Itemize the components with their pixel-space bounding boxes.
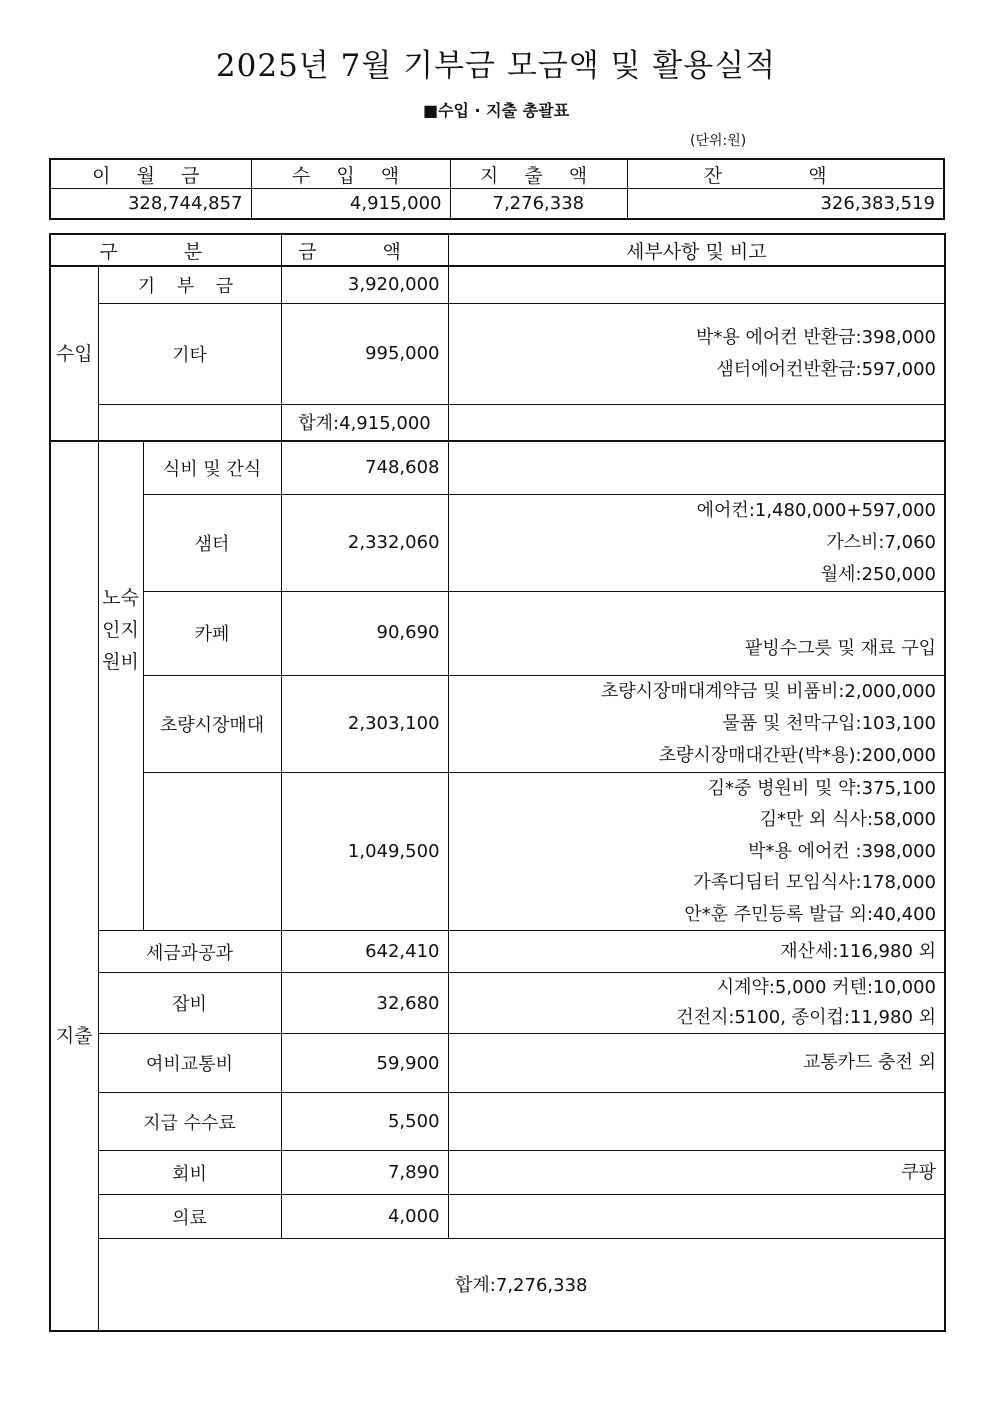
note-line: 가족디딤터 모임식사:178,000 [693, 872, 937, 893]
income-row-amount: 995,000 [281, 303, 448, 404]
note-line: 안*훈 주민등록 발급 외:40,400 [684, 903, 937, 925]
unit-label: (단위:원) [690, 133, 747, 149]
expense-row-amount: 4,000 [281, 1195, 448, 1239]
note-line: 초량시장매대계약금 및 비품비:2,000,000 [600, 680, 937, 702]
expense-row-amount: 7,890 [281, 1151, 448, 1195]
income-total-spacer [98, 404, 281, 441]
expense-row-amount: 642,410 [281, 931, 448, 973]
summary-table [49, 158, 945, 220]
note-line: 교통카드 충전 외 [802, 1052, 937, 1073]
note-line: 박*용 에어컨 :398,000 [748, 840, 937, 862]
support-row-name: 샘터 [143, 494, 281, 591]
expense-row-name: 세금과공과 [98, 931, 281, 973]
expense-row-notes [448, 1034, 945, 1093]
header-notes: 세부사항 및 비고 [448, 234, 945, 266]
summary-header-expense: 지 출 액 [450, 159, 627, 189]
note-line: 샘터에어컨반환금:597,000 [716, 358, 937, 380]
summary-header-income: 수 입 액 [251, 159, 450, 189]
income-total-notes [448, 404, 945, 441]
income-row-name: 기타 [98, 303, 281, 404]
income-row-amount: 3,920,000 [281, 266, 448, 303]
income-label: 수입 [50, 266, 98, 441]
page-title: 2025년 7월 기부금 모금액 및 활용실적 [215, 48, 777, 84]
expense-row-name: 잡비 [98, 973, 281, 1034]
detail-table [49, 233, 946, 1332]
note-line: 팥빙수그릇 및 재료 구입 [744, 637, 937, 659]
summary-value-carryover: 328,744,857 [50, 189, 251, 220]
income-total: 합계:4,915,000 [281, 404, 448, 441]
note-line: 박*용 에어컨 반환금:398,000 [695, 326, 937, 348]
support-row-name: 카페 [143, 591, 281, 675]
note-line: 가스비:7,060 [826, 531, 937, 553]
expense-row-amount: 32,680 [281, 973, 448, 1034]
support-row-notes [448, 441, 945, 494]
income-row-notes [448, 266, 945, 303]
note-line: 쿠팡 [901, 1161, 937, 1183]
note-line: 초량시장매대간판(박*용):200,000 [658, 744, 937, 766]
support-row-notes [448, 772, 945, 931]
expense-row-name: 회비 [98, 1151, 281, 1195]
summary-header-balance: 잔 액 [627, 159, 944, 189]
expense-row-notes [448, 1151, 945, 1195]
support-row-notes [448, 494, 945, 591]
expense-label: 지출 [50, 441, 98, 1331]
note-line: 건전지:5100, 종이컵:11,980 외 [676, 1007, 937, 1028]
note-line: 김*중 병원비 및 약:375,100 [707, 777, 937, 799]
subtitle: ■수입 · 지출 총괄표 [422, 101, 570, 120]
note-line: 시계약:5,000 커텐:10,000 [716, 977, 937, 998]
support-row-amount: 2,332,060 [281, 494, 448, 591]
header-amount: 금 액 [281, 234, 448, 266]
support-row-name: 식비 및 간식 [143, 441, 281, 494]
expense-row-name: 의료 [98, 1195, 281, 1239]
note-line: 에어컨:1,480,000+597,000 [696, 499, 937, 521]
note-line: 물품 및 천막구입:103,100 [722, 712, 937, 734]
expense-total: 합계:7,276,338 [98, 1239, 945, 1331]
income-row-name: 기 부 금 [98, 266, 281, 303]
support-row-name [143, 772, 281, 931]
expense-row-notes [448, 931, 945, 973]
header-category: 구 분 [50, 234, 281, 266]
support-label: 노숙인지원비 [98, 441, 143, 931]
summary-value-income: 4,915,000 [251, 189, 450, 220]
support-row-amount: 90,690 [281, 591, 448, 675]
expense-row-amount: 5,500 [281, 1093, 448, 1151]
note-line: 김*만 외 식사:58,000 [759, 809, 937, 830]
support-row-amount: 1,049,500 [281, 772, 448, 931]
support-row-notes [448, 675, 945, 772]
expense-row-name: 지급 수수료 [98, 1093, 281, 1151]
note-line: 월세:250,000 [820, 563, 937, 585]
income-row-notes [448, 303, 945, 404]
support-row-amount: 2,303,100 [281, 675, 448, 772]
expense-row-amount: 59,900 [281, 1034, 448, 1093]
support-row-name: 초량시장매대 [143, 675, 281, 772]
summary-value-expense: 7,276,338 [450, 189, 627, 220]
note-line: 재산세:116,980 외 [780, 940, 937, 962]
expense-row-notes [448, 973, 945, 1034]
summary-header-carryover: 이 월 금 [50, 159, 251, 189]
expense-row-notes [448, 1195, 945, 1239]
support-row-amount: 748,608 [281, 441, 448, 494]
summary-value-balance: 326,383,519 [627, 189, 944, 220]
support-row-notes [448, 591, 945, 675]
expense-row-notes [448, 1093, 945, 1151]
expense-row-name: 여비교통비 [98, 1034, 281, 1093]
